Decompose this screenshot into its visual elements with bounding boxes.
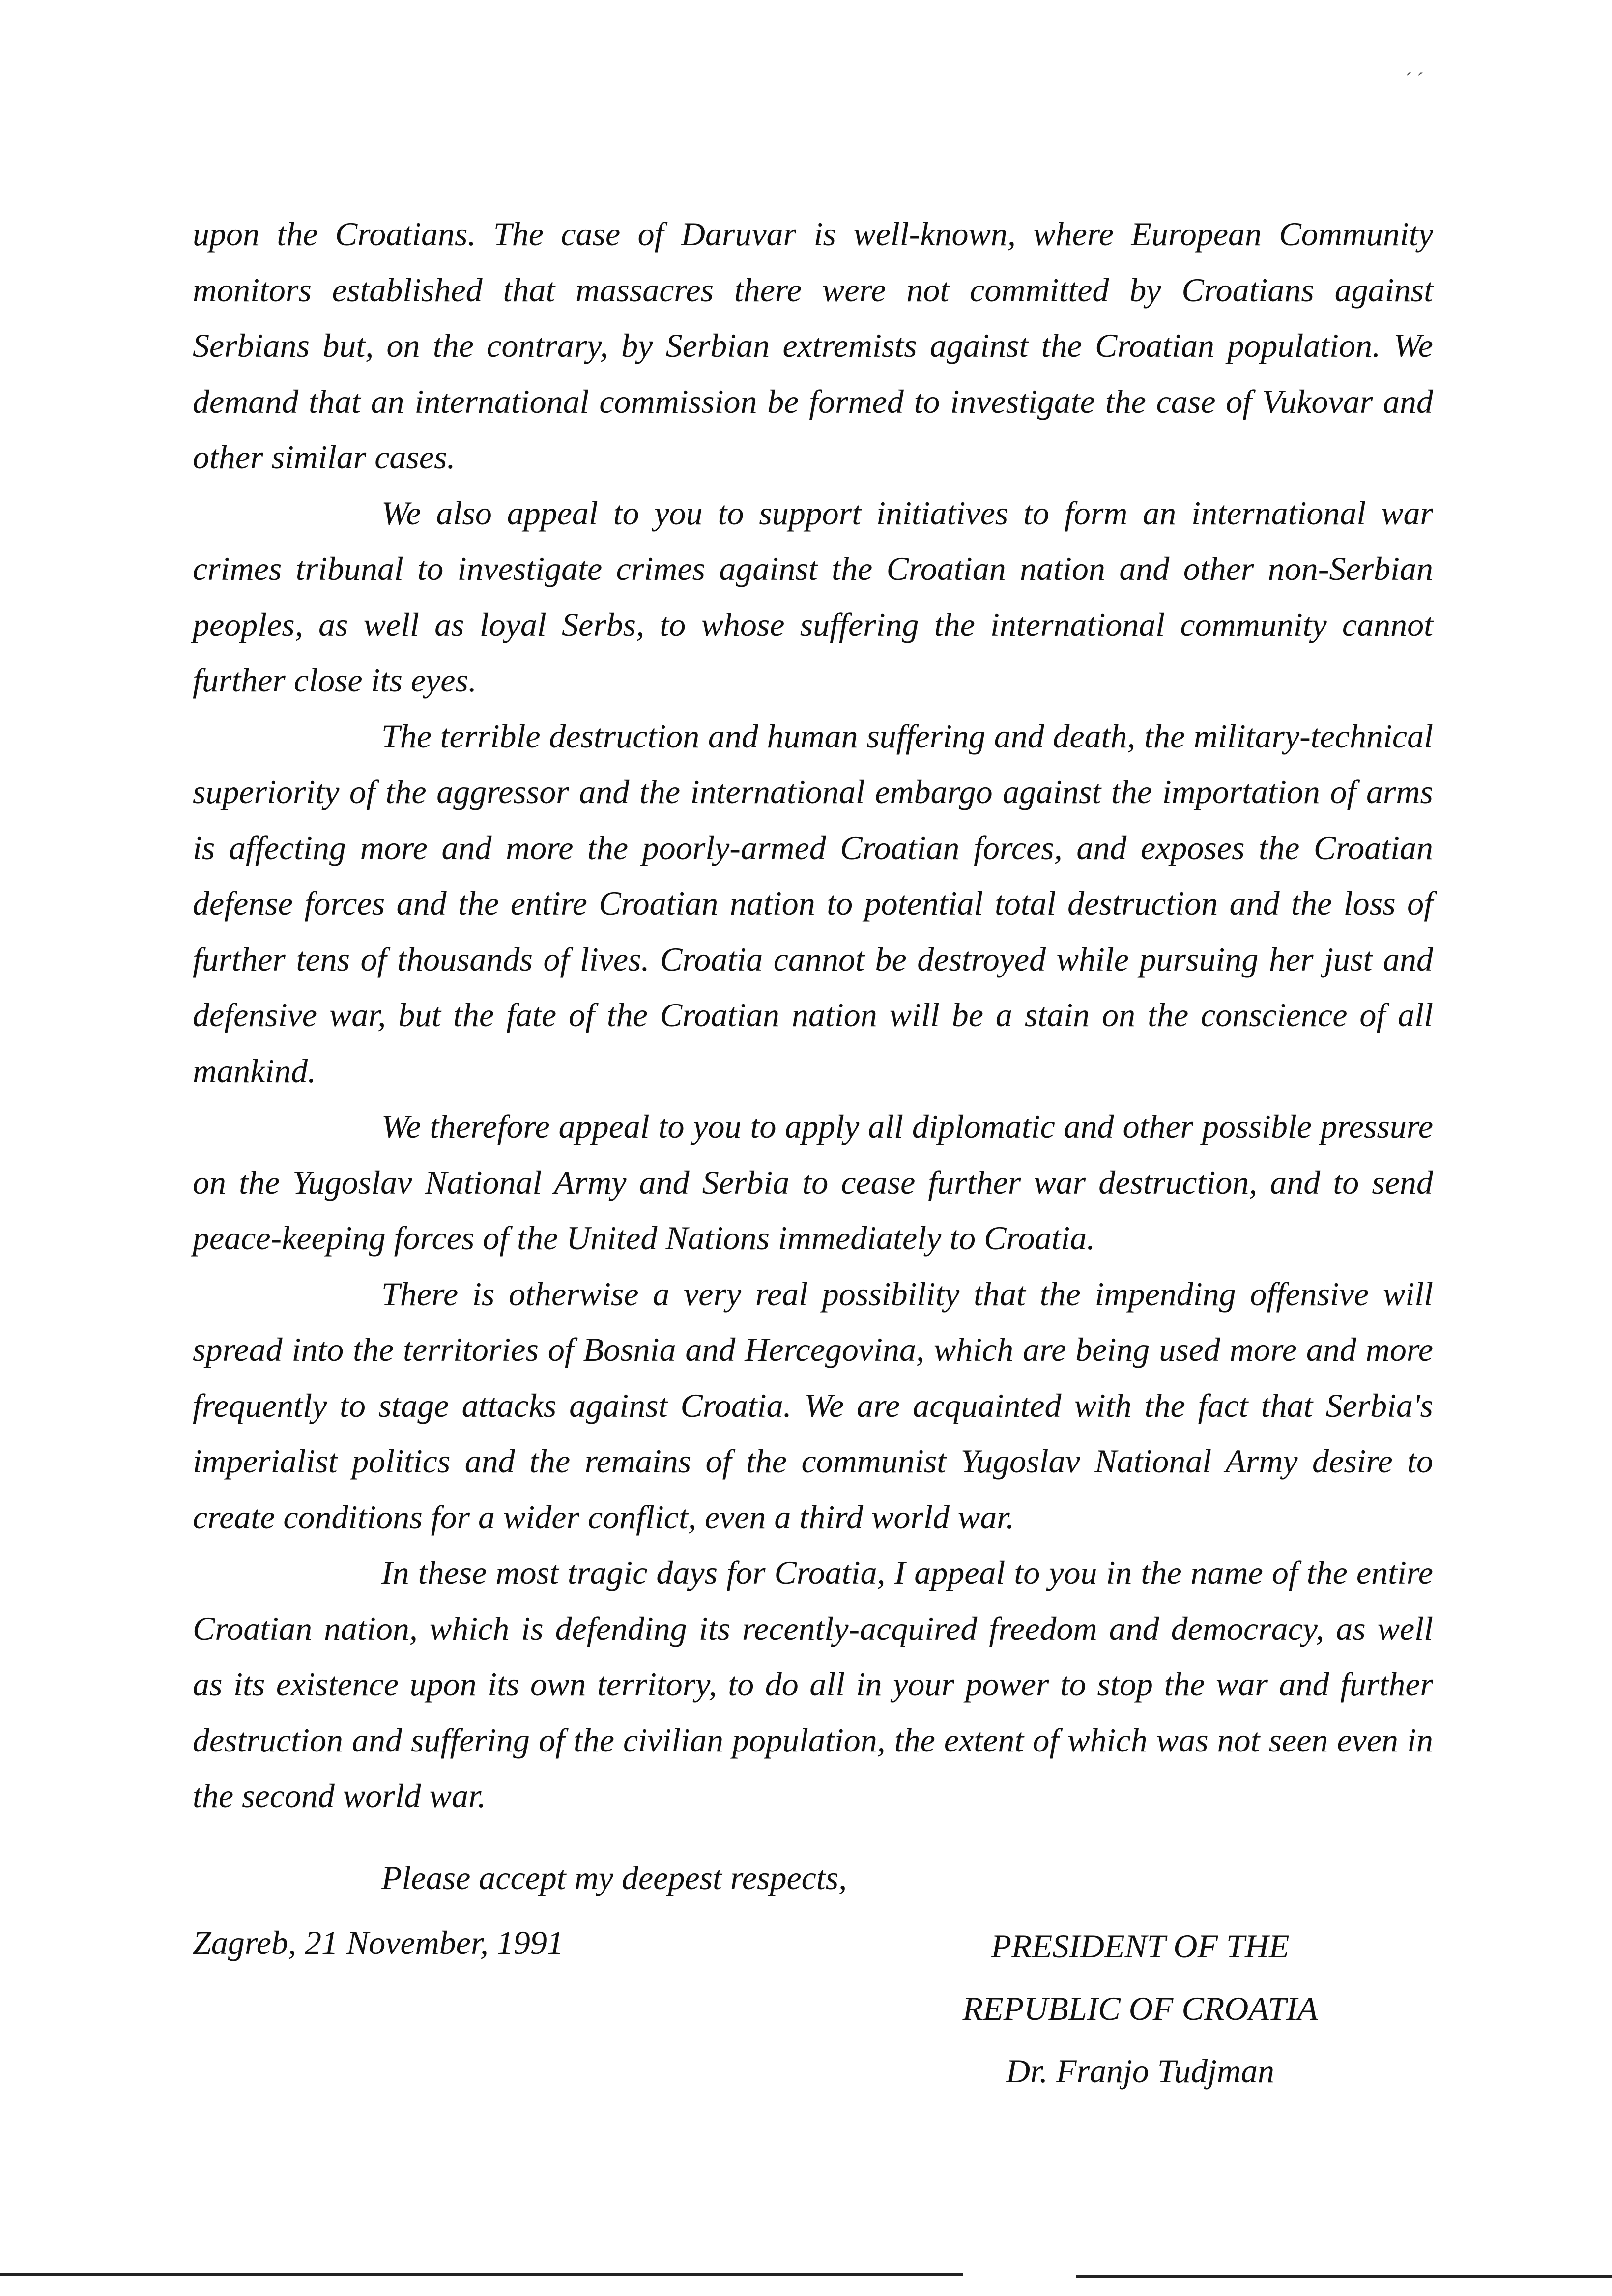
paragraph-2: We also appeal to you to support initiatives to form an international war crimes tribunal to investigate crimes against the Croatian nation and other non-Serbian peoples, as well as loyal Serbs, to whose suffering the international community cannot further close its eyes. bbox=[193, 494, 1433, 699]
signature-name: Dr. Franjo Tudjman bbox=[1006, 2052, 1274, 2090]
bottom-rule-right bbox=[1076, 2275, 1612, 2278]
closing-line: Please accept my deepest respects, bbox=[381, 1859, 847, 1896]
paragraph-4: We therefore appeal to you to apply all diplomatic and other possible pressure on the Yugoslav National Army and Serbia to cease further war destruction, and to send peace-keeping forces of the United Nations immediately to Croatia. bbox=[193, 1108, 1433, 1257]
letter-body bbox=[193, 206, 1433, 1824]
paragraph-6: In these most tragic days for Croatia, I appeal to you in the name of the entire Croatian nation, which is defending its recently-acquired freedom and democracy, as well as its existence upon its own territory, to do all in your power to stop the war and further destruction and suffering of the civilian population, the extent of which was not seen even in the second world war. bbox=[193, 1554, 1433, 1814]
paragraph-3: The terrible destruction and human suffering and death, the military-technical superiority of the aggressor and the international embargo against the importation of arms is affecting more and more the poorly-armed Croatian forces, and exposes the Croatian defense forces and the entire Croatian nation to potential total destruction and the loss of further tens of thousands of lives. Croatia cannot be destroyed while pursuing her just and defensive war, but the fate of the Croatian nation will be a stain on the conscience of all mankind. bbox=[193, 717, 1433, 1090]
bottom-rule-left bbox=[0, 2273, 963, 2276]
signature-title-line-1: PRESIDENT OF THE bbox=[991, 1927, 1290, 1965]
paragraph-5: There is otherwise a very real possibility that the impending offensive will spread into the territories of Bosnia and Hercegovina, which are being used more and more frequently to stage attacks against Croatia. We are acquainted with the fact that Serbia's imperialist politics and the remains of the communist Yugoslav National Army desire to create conditions for a wider conflict, even a third world war. bbox=[193, 1275, 1433, 1536]
signature-block bbox=[929, 1915, 1352, 2102]
corner-mark: ˏ ˏ bbox=[1406, 54, 1424, 76]
paragraph-1: upon the Croatians. The case of Daruvar is well-known, where European Community monitors established that massacres there were not committed by Croatians against Serbians but, on the contrary, by Serbian extremists against the Croatian population. We demand that an international commission be formed to investigate the case of Vukovar and other similar cases. bbox=[193, 215, 1433, 476]
place-and-date: Zagreb, 21 November, 1991 bbox=[193, 1924, 564, 1961]
signature-title-line-2: REPUBLIC OF CROATIA bbox=[962, 1990, 1318, 2027]
